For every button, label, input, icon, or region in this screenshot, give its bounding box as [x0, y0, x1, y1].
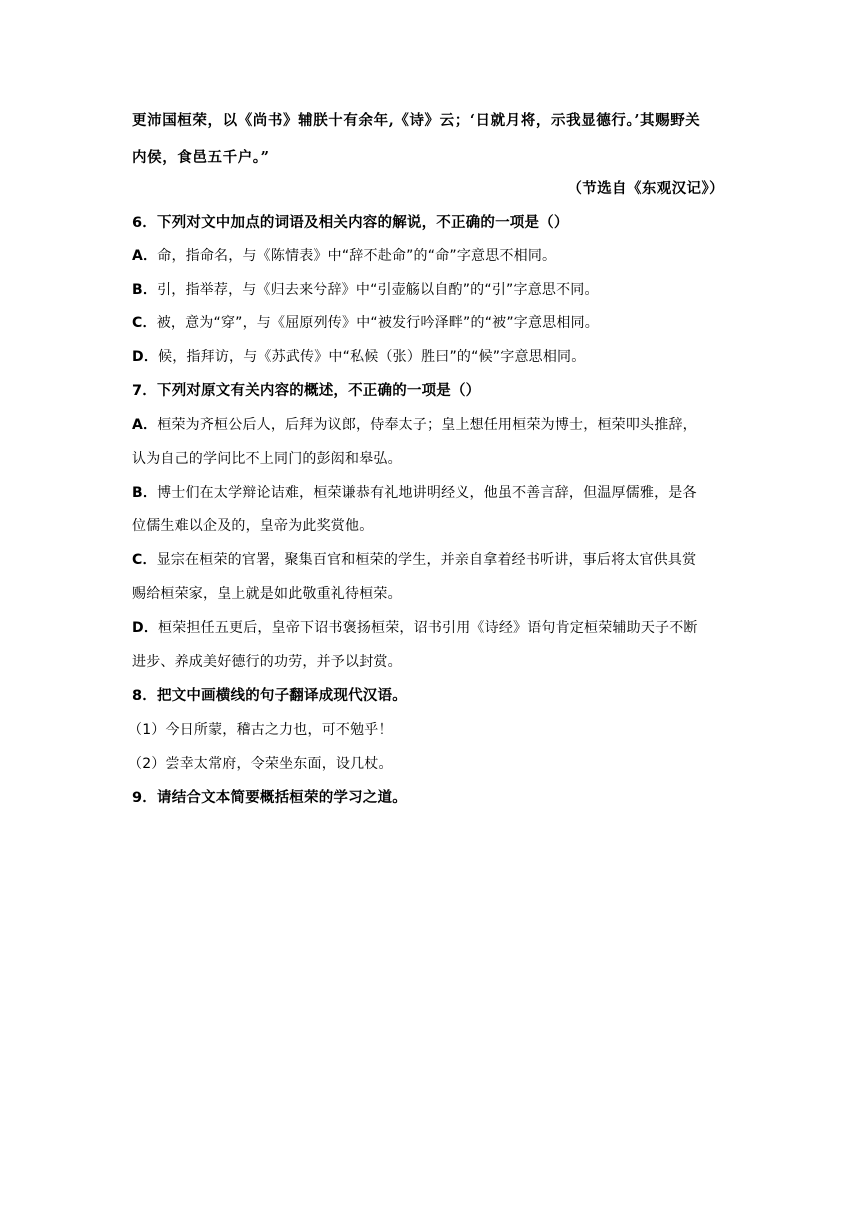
option-text: 命，指命名，与《陈情表》中“辞不赴命”的“命”字意思不相同。 [157, 248, 557, 264]
passage-source: （节选自《东观汉记》） [567, 180, 724, 197]
option-text: 桓荣担任五更后，皇帝下诏书褒扬桓荣，诏书引用《诗经》语句肯定桓荣辅助天子不断 [158, 620, 698, 636]
option-text: 桓荣为齐桓公后人，后拜为议郎，侍奉太子；皇上想任用桓荣为博士，桓荣叩头推辞， [157, 417, 697, 433]
option-letter: C． [132, 315, 157, 331]
question-6-option-d [132, 347, 732, 367]
question-7-option-b [132, 483, 732, 503]
question-7-stem: 7．下列对原文有关内容的概述，不正确的一项是（） [132, 383, 481, 399]
question-7-option-c [132, 550, 732, 570]
question-6-option-b [132, 280, 732, 300]
question-7-option-d-cont: 进步、养成美好德行的功劳，并予以封赏。 [132, 654, 402, 670]
option-letter: B． [132, 485, 158, 501]
option-letter: A． [132, 417, 158, 433]
option-text: 引，指举荐，与《归去来兮辞》中“引壶觞以自酌”的“引”字意思不同。 [157, 282, 599, 298]
question-6-stem: 6．下列对文中加点的词语及相关内容的解说，不正确的一项是（） [132, 215, 569, 231]
option-text: 博士们在太学辩论诘难，桓荣谦恭有礼地讲明经义，他虽不善言辞，但温厚儒雅，是各 [157, 485, 697, 501]
question-7-option-d [132, 618, 732, 638]
question-7-option-a [132, 415, 732, 435]
option-text: 显宗在桓荣的官署，聚集百官和桓荣的学生，并亲自拿着经书听讲，事后将太官供具赏 [156, 552, 697, 568]
option-text: 候，指拜访，与《苏武传》中“私候（张）胜曰”的“候”字意思相同。 [158, 349, 586, 365]
question-7-option-b-cont: 位儒生难以企及的，皇帝为此奖赏他。 [132, 518, 374, 534]
option-text: 被，意为“穿”，与《屈原列传》中“被发行吟泽畔”的“被”字意思相同。 [156, 315, 600, 331]
passage-line-2: 内侯，食邑五千户。” [132, 149, 270, 166]
question-6-option-a [132, 246, 732, 266]
question-8-stem: 8．把文中画横线的句子翻译成现代汉语。 [132, 688, 407, 704]
option-letter: D． [132, 620, 159, 636]
question-7-option-c-cont: 赐给桓荣家，皇上就是如此敬重礼待桓荣。 [132, 586, 402, 602]
passage-line-1: 更沛国桓荣，以《尚书》辅朕十有余年,《诗》云；‘日就月将，示我显德行。’其赐野关 [132, 112, 701, 129]
question-6-option-c [132, 313, 732, 333]
question-8-item-1: （1）今日所蒙，稽古之力也，可不勉乎！ [128, 722, 393, 738]
option-letter: B． [132, 282, 158, 298]
option-letter: A． [132, 248, 158, 264]
option-letter: C． [132, 552, 157, 568]
question-9-stem: 9．请结合文本简要概括桓荣的学习之道。 [132, 790, 407, 806]
question-7-option-a-cont: 认为自己的学问比不上同门的彭闳和皋弘。 [132, 451, 402, 467]
option-letter: D． [132, 349, 159, 365]
question-8-item-2: （2）尝幸太常府，令荣坐东面，设几杖。 [128, 756, 393, 772]
